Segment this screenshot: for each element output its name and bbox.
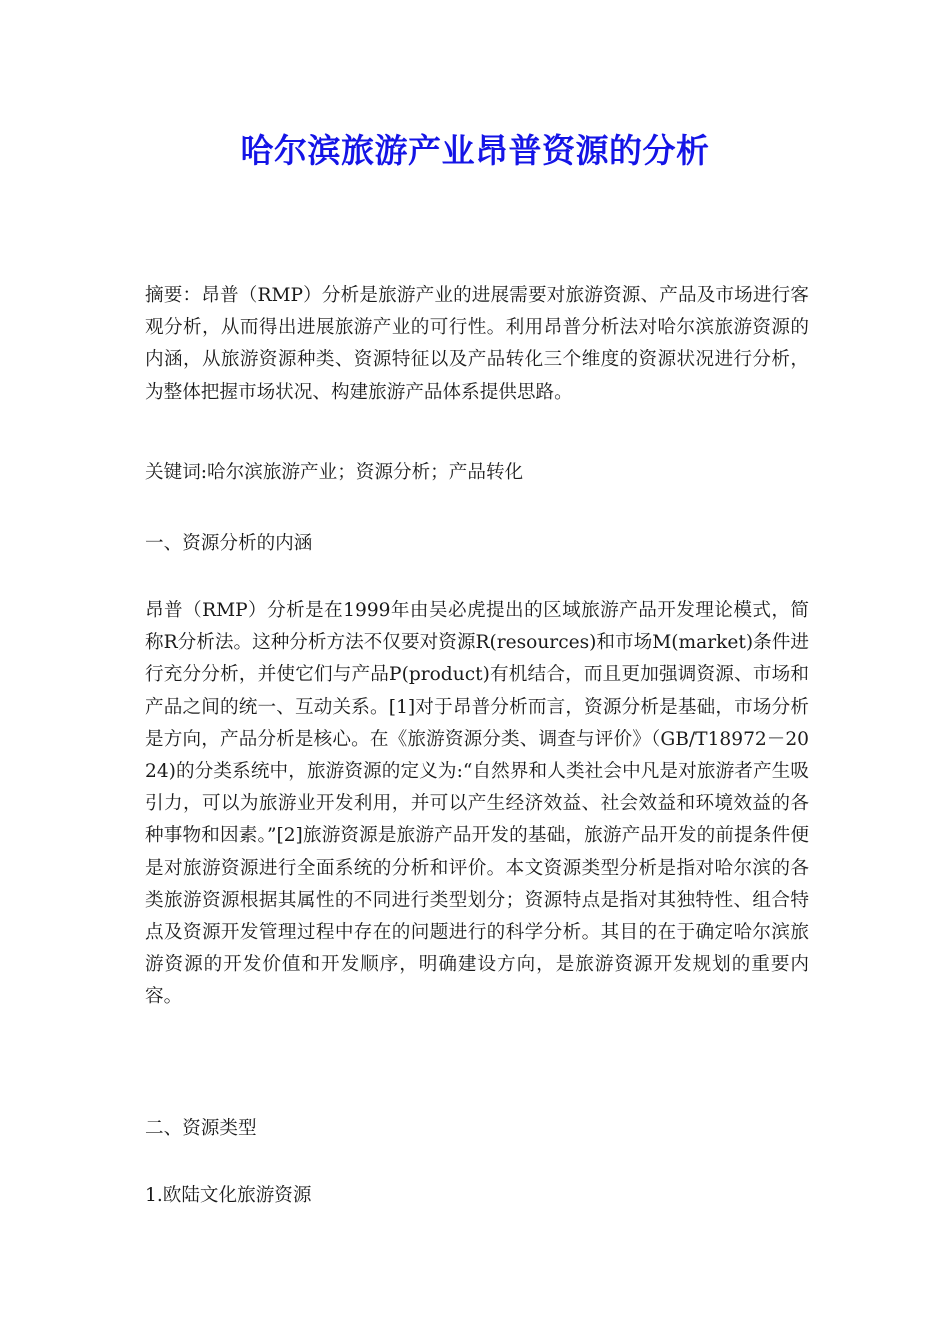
subsection-2-1-heading: 1.欧陆文化旅游资源 (145, 1185, 312, 1206)
section-1-heading: 一、资源分析的内涵 (145, 533, 313, 554)
document-title: 哈尔滨旅游产业昂普资源的分析 (240, 131, 710, 170)
keywords-line: 关键词:哈尔滨旅游产业；资源分析；产品转化 (145, 462, 524, 483)
section-1-paragraph: 昂普（RMP）分析是在1999年由吴必虎提出的区域旅游产品开发理论模式，简称R分析法。这种分析方法不仅要对资源R(resources)和市场M(market)条件进行充分分析，并使它们与产品P(product)有机结合，而且更加强调资源、市场和产品之间的统一、互动关系。[1]对于昂普分析而言，资源分析是基础，市场分析是方向，产品分析是核心。在《旅游资源分类、调查与评价》（GB/T18972－2024)的分类系统中，旅游资源的定义为:“自然界和人类社会中凡是对旅游者产生吸引力，可以为旅游业开发利用，并可以产生经济效益、社会效益和环境效益的各种事物和因素。”[2]旅游资源是旅游产品开发的基础，旅游产品开发的前提条件便是对旅游资源进行全面系统的分析和评价。本文资源类型分析是指对哈尔滨的各类旅游资源根据其属性的不同进行类型划分；资源特点是指对其独特性、组合特点及资源开发管理过程中存在的问题进行的科学分析。其目的在于确定哈尔滨旅游资源的开发价值和开发顺序，明确建设方向，是旅游资源开发规划的重要内容。 (145, 600, 809, 1008)
section-2-heading: 二、资源类型 (145, 1118, 257, 1139)
abstract-paragraph: 摘要：昂普（RMP）分析是旅游产业的进展需要对旅游资源、产品及市场进行客观分析，从而得出进展旅游产业的可行性。利用昂普分析法对哈尔滨旅游资源的内涵，从旅游资源种类、资源特征以及产品转化三个维度的资源状况进行分析，为整体把握市场状况、构建旅游产品体系提供思路。 (145, 285, 809, 403)
